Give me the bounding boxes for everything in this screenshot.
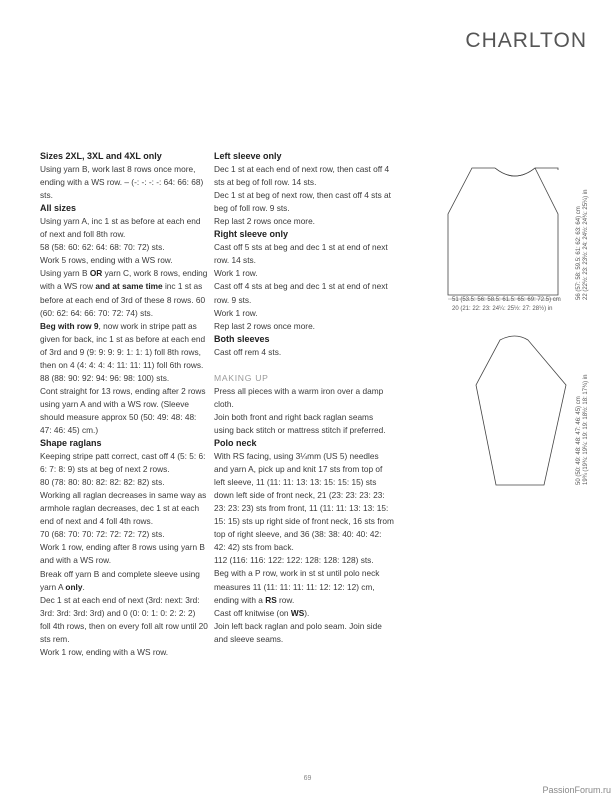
sleeve-length-cm: 50 (50: 49: 48: 48: 47: 46: 45) cm [576,396,582,485]
paragraph: Work 1 row. [214,307,258,318]
paragraph: Join left back raglan and polo seam. Join side and sleeve seams. [214,620,382,644]
paragraph: Cast off rem 4 sts. [214,346,282,357]
paragraph: Work 1 row, ending after 8 rows using yarn B and with a WS row. [40,542,205,566]
paragraph: Cast off knitwise (on WS). [214,607,310,618]
paragraph: Dec 1 st at beg of next row, then cast off 4 sts at beg of foll row. 9 sts. [214,190,391,214]
paragraph: Press all pieces with a warm iron over a damp cloth. [214,385,384,409]
heading: Left sleeve only [214,151,282,161]
paragraph: Keeping stripe patt correct, cast off 4 (5: 5: 6: 6: 7: 8: 9) sts at beg of next 2 rows. [40,451,206,475]
body-length-in: 22 (22½: 23: 23½: 24: 24½: 24¾: 25¼) in [583,189,589,300]
paragraph: Beg with row 9, now work in stripe patt as given for back, inc 1 st as before at each end of 3rd and 9 (9: 9: 9: 9: 1: 1: 1) foll 8th rows, then on 4 (4: 4: 4: 4: 11: 11: 11) foll 6th rows. [40,320,206,370]
paragraph: 70 (68: 70: 70: 72: 72: 72: 72) sts. [40,529,165,540]
paragraph: With RS facing, using 3¼mm (US 5) needles and yarn A, pick up and knit 17 sts from top of left sleeve, 11 (11: 11: 13: 13: 15: 15: 15) sts down left side of front neck, 21 (23: 23: 23: 23: 23: 23: 23) sts from front, 11 (11: 11: 13: 13: 15: 15: 15) sts up right side of front neck, 16 sts from top of right sleeve, and 36 (38: 38: 40: 40: 42: 42: 42) sts from back. [214,451,394,553]
page-number: 69 [303,775,312,782]
paragraph: Dec 1 st at each end of next (3rd: next: 3rd: 3rd: 3rd: 3rd: 3rd) and 0 (0: 0: 1: 0: 2: 2: 2) foll 4th rows, then on every foll alt row until 20 sts rem. [40,594,208,644]
paragraph: Work 1 row, ending with a WS row. [40,646,169,657]
heading: Polo neck [214,437,257,448]
watermark: PassionForum.ru [542,785,611,795]
sleeve-length-in: 19¾ (19¾: 19¼: 19: 19: 18½: 18: 17¾) in [583,374,589,485]
paragraph: Cast off 5 sts at beg and dec 1 st at end of next row. 14 sts. [214,242,388,266]
paragraph: Work 5 rows, ending with a WS row. [40,255,173,266]
paragraph: Rep last 2 rows once more. [214,320,315,331]
sleeve-schematic [470,330,570,490]
paragraph: 58 (58: 60: 62: 64: 68: 70: 72) sts. [40,242,165,253]
paragraph: Using yarn B OR yarn C, work 8 rows, ending with a WS row and at same time inc 1 st as before at each end of 3rd of these 8 rows. 60 (60: 62: 64: 66: 70: 72: 74) sts. [40,268,208,318]
paragraph: Using yarn A, inc 1 st as before at each end of next and foll 8th row. [40,216,201,240]
heading: Shape raglans [40,438,102,449]
paragraph: Dec 1 st at each end of next row, then cast off 4 sts at beg of foll row. 14 sts. [214,164,390,188]
paragraph: Cast off 4 sts at beg and dec 1 st at end of next row. 9 sts. [214,281,388,305]
heading: Both sleeves [214,333,270,344]
pattern-column-left [40,150,208,659]
paragraph: Using yarn B, work last 8 rows once more, ending with a WS row. – (-: -: -: -: 64: 66: 68) sts. [40,164,204,201]
paragraph: 88 (88: 90: 92: 94: 96: 98: 100) sts. [40,372,170,383]
paragraph: Join both front and right back raglan seams using back stitch or mattress stitch if preferred. [214,411,386,435]
paragraph: Work 1 row. [214,268,258,279]
body-width-cm: 51 (53.5: 56: 58.5: 61.5: 65: 69: 72.5) cm [452,297,561,303]
body-length-cm: 56 (57: 58: 59.5: 61: 62: 63: 64) cm [576,206,582,300]
paragraph: Rep last 2 rows once more. [214,216,315,227]
paragraph: 80 (78: 80: 80: 82: 82: 82: 82) sts. [40,477,165,488]
paragraph: Break off yarn B and complete sleeve using yarn A only. [40,568,200,592]
paragraph: 112 (116: 116: 122: 122: 128: 128: 128) sts. [214,555,374,566]
heading: Right sleeve only [214,229,289,240]
section-heading: MAKING UP [214,372,269,383]
paragraph: Beg with a P row, work in st st until polo neck measures 11 (11: 11: 11: 11: 12: 12: 12) cm, ending with a RS row. [214,568,380,605]
page-title: CHARLTON [465,29,587,52]
heading: All sizes [40,203,77,214]
body-width-in: 20 (21: 22: 23: 24¼: 25½: 27: 28½) in [452,306,553,312]
body-schematic [440,162,580,302]
pattern-column-middle [214,150,394,646]
paragraph: Working all raglan decreases in same way as armhole raglan decreases, dec 1 st at each end of next and 4 foll 4th rows. [40,490,207,527]
heading: Sizes 2XL, 3XL and 4XL only [40,151,162,161]
paragraph: Cont straight for 13 rows, ending after 2 rows using yarn A and with a WS row. (Sleeve should measure approx 50 (50: 49: 48: 48: 47: 46: 45) cm.) [40,385,206,435]
